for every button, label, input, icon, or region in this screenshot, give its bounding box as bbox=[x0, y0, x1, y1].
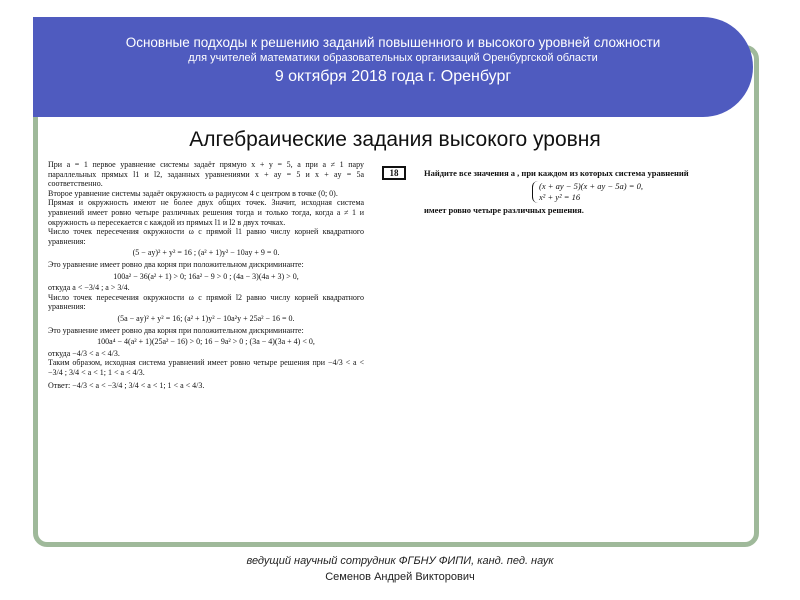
header-line-3: 9 октября 2018 года г. Оренбург bbox=[274, 68, 512, 85]
equation: (5a − ay)² + y² = 16; (a² + 1)y² − 10a²y + 25a² − 16 = 0. bbox=[117, 313, 295, 323]
solution-line: При a = 1 первое уравнение системы задаёт прямую x + y = 5, а при a ≠ 1 пару параллельных прямых l1 и l2, заданных уравнениями x + ay = 5 и x + ay = 5a соответственно. bbox=[48, 160, 364, 189]
header-line-2: для учителей математики образовательных организаций Оренбургской области bbox=[188, 52, 598, 64]
task-prompt: Найдите все значения a , при каждом из которых система уравнений bbox=[424, 168, 689, 178]
system-equation-1: (x + ay − 5)(x + ay − 5a) = 0, bbox=[539, 181, 643, 191]
footer bbox=[0, 553, 800, 585]
solution-line: Таким образом, исходная система уравнений имеет ровно четыре решения при −4/3 < a < −3/4 ; 3/4 < a < 1; 1 < a < 4/3. bbox=[48, 358, 364, 377]
slide-title: Алгебраические задания высокого уровня bbox=[189, 128, 601, 151]
author-name: Семенов Андрей Викторович bbox=[325, 571, 475, 583]
task-tail: имеет ровно четыре различных решения. bbox=[424, 205, 584, 215]
header-banner bbox=[33, 17, 753, 117]
solution-line: Число точек пересечения окружности ω с прямой l1 равно числу корней квадратного уравнения: bbox=[48, 227, 364, 246]
header-line-1: Основные подходы к решению заданий повышенного и высокого уровней сложности bbox=[125, 35, 661, 50]
equation: 100a² − 36(a² + 1) > 0; 16a² − 9 > 0 ; (4a − 3)(4a + 3) > 0, bbox=[113, 271, 299, 281]
equation: (5 − ay)² + y² = 16 ; (a² + 1)y² − 10ay + 9 = 0. bbox=[132, 248, 280, 258]
solution-line: Число точек пересечения окружности ω с прямой l2 равно числу корней квадратного уравнения: bbox=[48, 292, 364, 312]
equation: откуда −4/3 < a < 4/3. bbox=[48, 348, 120, 358]
equation: 100a⁴ − 4(a² + 1)(25a² − 16) > 0; 16 − 9a² > 0 ; (3a − 4)(3a + 4) < 0, bbox=[97, 337, 315, 347]
solution-line: Это уравнение имеет ровно два корня при положительном дискриминанте: bbox=[48, 259, 304, 269]
solution-line: Это уравнение имеет ровно два корня при положительном дискриминанте: bbox=[48, 325, 304, 335]
solution-line: Прямая и окружность имеют не более двух общих точек. Значит, исходная система уравнений имеет ровно четыре различных решения тогда и только тогда, когда a ≠ 1 и окружность ω пересекается с каждой из прямых l1 и l2 в двух точках. bbox=[48, 198, 364, 227]
equation-system bbox=[532, 181, 754, 203]
solution-line: Второе уравнение системы задаёт окружность ω радиусом 4 с центром в точке (0; 0). bbox=[48, 188, 338, 198]
task-text bbox=[424, 168, 754, 216]
task-number: 18 bbox=[382, 166, 406, 180]
author-role: ведущий научный сотрудник ФГБНУ ФИПИ, канд. пед. наук bbox=[246, 555, 554, 567]
solution-text bbox=[48, 160, 364, 391]
system-equation-2: x² + y² = 16 bbox=[539, 192, 581, 202]
answer: Ответ: −4/3 < a < −3/4 ; 3/4 < a < 1; 1 < a < 4/3. bbox=[48, 381, 205, 391]
equation: откуда a < −3/4 ; a > 3/4. bbox=[48, 283, 130, 293]
